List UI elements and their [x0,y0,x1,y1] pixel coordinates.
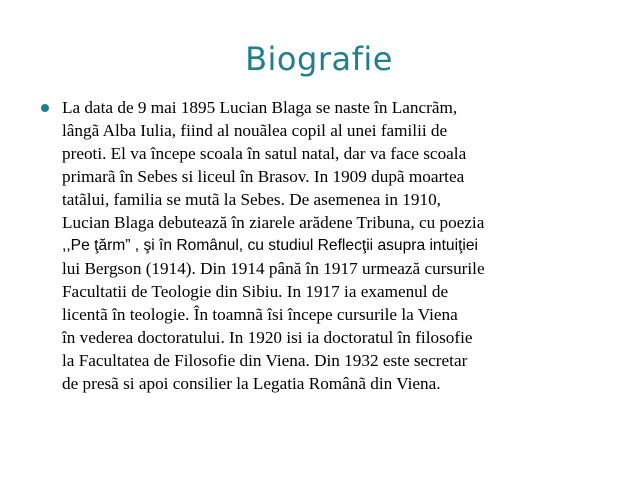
bullet-text-line: lui Bergson (1914). Din 1914 până în 1917 urmează cursurile [62,259,485,278]
bullet-text-line: de presã si apoi consilier la Legatia Românã din Viena. [62,374,441,393]
bullet-text-line: tatãlui, familia se mutã la Sebes. De asemenea in 1910, [62,190,441,209]
bullet-icon [40,103,50,113]
bullet-text-line: Lucian Blaga debutează în ziarele arădene Tribuna, cu poezia [62,213,485,232]
bullet-list [40,96,610,395]
bullet-text-line: primarã în Sebes si liceul în Brasov. In 1909 dupã moartea [62,167,465,186]
bullet-text-line: Facultatii de Teologie din Sibiu. In 1917 ia examenul de [62,282,449,301]
bullet-text-line: în vederea doctoratului. In 1920 isi ia doctoratul în filosofie [62,328,473,347]
bullet-text-line: preoti. El va începe scoala în satul natal, dar va face scoala [62,144,467,163]
bullet-text-line: la Facultatea de Filosofie din Viena. Din 1932 este secretar [62,351,468,370]
bullet-item [40,96,610,395]
bullet-text-line: licentã în teologie. În toamnã îsi începe cursurile la Viena [62,305,458,324]
bullet-text-line: La data de 9 mai 1895 Lucian Blaga se naste în Lancrãm, [62,98,458,117]
bullet-text-line: ,,Pe ţărm” , şi în Românul, cu studiul Reflecţii asupra intuiţiei [62,237,479,254]
slide-title: Biografie [245,40,393,78]
bullet-text-line: lângã Alba Iulia, fiind al nouãlea copil al unei familii de [62,121,448,140]
